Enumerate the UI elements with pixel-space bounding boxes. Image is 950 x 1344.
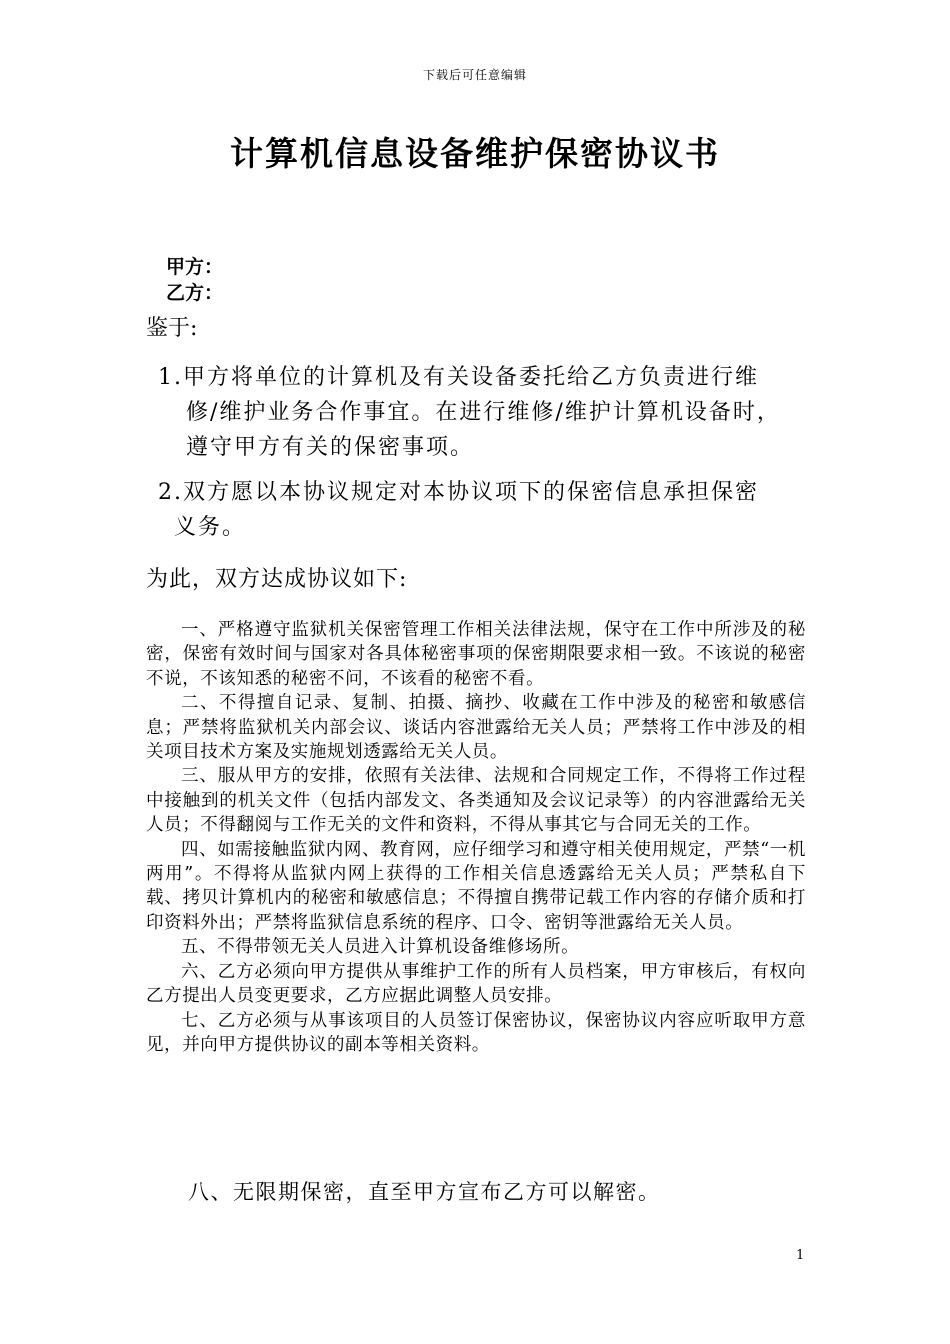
party-a-label: 甲方： — [166, 256, 224, 278]
document-title: 计算机信息设备维护保密协议书 — [230, 134, 720, 173]
clause-5: 五、不得带领无关人员进入计算机设备维修场所。 — [181, 937, 580, 958]
recital-text: 双方愿以本协议规定对本协议项下的保密信息承担保密 — [183, 480, 760, 505]
page-number: 1 — [796, 1248, 805, 1263]
clause-2: 二、不得擅自记录、复制、拍摄、摘抄、收藏在工作中涉及的秘密和敏感信息；严禁将监狱机关内部会议、谈话内容泄露给无关人员；严禁将工作中涉及的相关项目技术方案及实施规划透露给无关人员。 — [146, 693, 806, 763]
agreement-lead: 为此，双方达成协议如下: — [146, 567, 408, 592]
party-b-label: 乙方： — [166, 282, 224, 304]
clause-3: 三、服从甲方的安排，依照有关法律、法规和合同规定工作，不得将工作过程中接触到的机关文件（包括内部发文、各类通知及会议记录等）的内容泄露给无关人员；不得翻阅与工作无关的文件和资料，不得从事其它与合同无关的工作。 — [146, 766, 806, 836]
recital-text: 甲方将单位的计算机及有关设备委托给乙方负责进行维 — [183, 365, 760, 390]
header-note: 下载后可任意编辑 — [422, 68, 527, 82]
clause-6: 六、乙方必须向甲方提供从事维护工作的所有人员档案，甲方审核后，有权向乙方提出人员变更要求，乙方应据此调整人员安排。 — [146, 961, 806, 1007]
recital-text: 遵守甲方有关的保密事项。 — [186, 435, 475, 460]
clause-list — [146, 618, 806, 1057]
clause-8: 八、无限期保密，直至甲方宣布乙方可以解密。 — [188, 1180, 661, 1204]
recital-number: 2. — [158, 480, 183, 505]
clause-7: 七、乙方必须与从事该项目的人员签订保密协议，保密协议内容应听取甲方意见，并向甲方提供协议的副本等相关资料。 — [146, 1010, 806, 1055]
clause-1: 一、严格遵守监狱机关保密管理工作相关法律法规，保守在工作中所涉及的秘密，保密有效时间与国家对各具体秘密事项的保密期限要求相一致。不该说的秘密不说，不该知悉的秘密不问，不该看的秘密不看。 — [146, 620, 806, 689]
recital-1 — [158, 360, 818, 465]
recital-text: 修/维护业务合作事宜。在进行维修/维护计算机设备时， — [186, 400, 781, 425]
whereas-heading: 鉴于: — [146, 316, 198, 341]
recital-2 — [158, 475, 818, 545]
clause-4: 四、如需接触监狱内网、教育网，应仔细学习和遵守相关使用规定，严禁“一机两用”。不得将从监狱内网上获得的工作相关信息透露给无关人员；严禁私自下载、拷贝计算机内的秘密和敏感信息；不得擅自携带记载工作内容的存储介质和打印资料外出；严禁将监狱信息系统的程序、口令、密钥等泄露给无关人员。 — [146, 839, 806, 933]
recital-text: 义务。 — [174, 515, 247, 540]
recital-number: 1. — [158, 365, 183, 390]
